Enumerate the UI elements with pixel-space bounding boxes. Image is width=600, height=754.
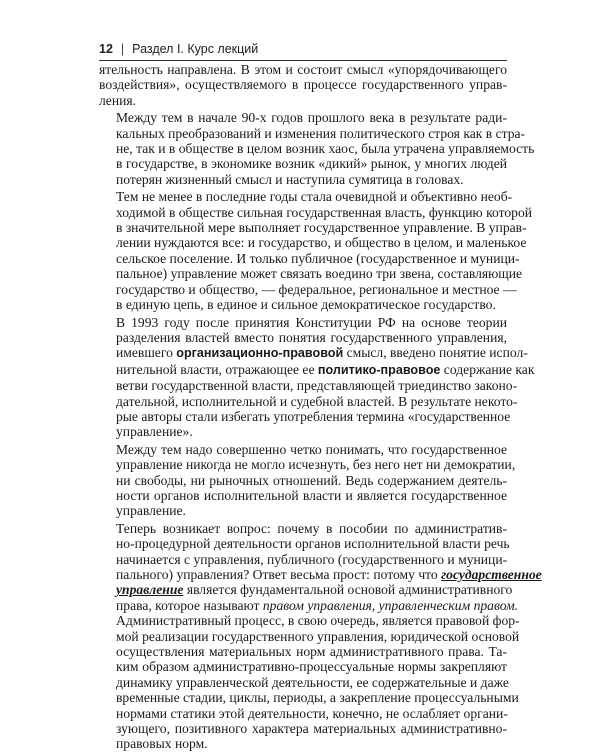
- text-run: права, которое называют: [116, 597, 263, 613]
- page-number: 12: [99, 42, 113, 56]
- text-line: управление никогда не могло исчезнуть, без него нет ни демократии,: [116, 457, 516, 473]
- text-line: начинается с управления, публичного (государственного и муници-: [116, 551, 508, 567]
- text-line: временные стадии, циклы, периоды, а закрепление процессуальными: [116, 690, 519, 706]
- text-line: ности органов исполнительной власти и является государственное: [116, 487, 507, 503]
- text-line: [99, 567, 542, 582]
- text-line: сельское поселение. И только публичное (государственное и муници-: [116, 250, 520, 266]
- text-line: в государстве, в экономике возник «дикий» рынок, у многих людей: [116, 156, 507, 172]
- text-line: ходимой в обществе сильная государственная власть, функцию которой: [116, 204, 533, 220]
- text-line: дательной, исполнительной и судебной властей. В результате некото-: [116, 393, 518, 409]
- text-run: содержание как: [440, 361, 535, 377]
- italic-term: правом управления, управленческим правом.: [262, 597, 519, 613]
- text-line: управление».: [116, 424, 193, 440]
- text-line: лении нуждаются все: и государство, и общество в целом, и маленькое: [116, 235, 527, 251]
- text-line: правовых норм.: [116, 736, 208, 752]
- text-line: пальное) управление может связать воедино три звена, составляющие: [116, 266, 523, 282]
- text-run: смысл, введено понятие испол-: [343, 345, 528, 361]
- text-run: нительной власти, отражающее ее: [116, 361, 318, 377]
- text-line: нормами статики этой деятельности, конечно, не ослабляет органи-: [116, 705, 508, 721]
- text-line: но-процедурной деятельности органов исполнительной власти речь: [116, 536, 510, 552]
- text-line: Теперь возникает вопрос: почему в пособии по административ-: [116, 520, 507, 536]
- text-line: ветви государственной власти, представляющей триединство законо-: [116, 378, 518, 394]
- text-line: разделения властей вместо понятия государственного управления,: [116, 329, 507, 345]
- text-line: [99, 597, 519, 613]
- section-title: Раздел I. Курс лекций: [132, 42, 259, 56]
- text-line: В 1993 году после принятия Конституции РФ на основе теории: [116, 314, 507, 330]
- text-line: рые авторы стали избегать употребления термина «государственное: [116, 408, 511, 424]
- paragraph-2: [99, 110, 535, 187]
- text-line: не, так и в обществе в целом возник хаос, была утрачена управляемость: [116, 141, 535, 157]
- bold-term: политико-правовое: [317, 362, 441, 377]
- paragraph-3: [99, 189, 533, 313]
- bold-term: организационно-правовой: [176, 346, 344, 361]
- paragraph-6: [99, 520, 542, 752]
- text-line: в значительной мере выполняет государственное управление. В управ-: [116, 220, 527, 236]
- text-line: управление.: [116, 503, 186, 519]
- text-line: государство и общество, — федеральное, региональное и местное —: [116, 281, 517, 297]
- paragraph-4: [99, 314, 535, 440]
- text-line: Между тем надо совершенно четко понимать, что государственное: [116, 441, 507, 457]
- text-line: осуществления материальных норм административного права. Та-: [116, 644, 507, 660]
- text-line: ни свободы, ни рыночных отношений. Ведь содержанием деятель-: [116, 472, 507, 488]
- text-line: [99, 345, 528, 361]
- text-line: Административный процесс, в свою очередь, является правовой фор-: [116, 613, 520, 629]
- text-line: потерян жизненный смысл и наступила сумятица в головах.: [116, 171, 464, 187]
- text-line: Тем не менее в последние годы стала очевидной и объективно необ-: [116, 189, 513, 205]
- text-line: кальных преобразований и изменения политического строя как в стра-: [116, 125, 526, 141]
- text-line: Между тем в начале 90-х годов прошлого века в результате ради-: [116, 110, 507, 126]
- text-line: зующего, позитивного характера материальных административно-: [116, 721, 507, 737]
- body-text: [99, 62, 542, 754]
- text-line: воздействия», осуществляемого в процессе государственного управ-: [99, 77, 507, 93]
- text-line: мой реализации государственного управления, юридической основой: [116, 628, 520, 644]
- text-line: ятельность направлена. В этом и состоит смысл «упорядочивающего: [99, 62, 507, 77]
- text-line: [99, 582, 513, 598]
- text-line: ким образом административно-процессуальные нормы закрепляют: [116, 659, 507, 675]
- text-run: имевшего: [116, 345, 177, 361]
- text-run: является фундаментальной основой административного: [183, 582, 513, 598]
- text-line: ления.: [99, 92, 137, 108]
- running-header: [99, 38, 507, 61]
- text-line: в единую цепь, в единое и сильное демократическое государство.: [116, 297, 496, 313]
- text-line: динамику управленческой деятельности, ее содержательные и даже: [116, 674, 509, 690]
- header-separator: |: [120, 42, 125, 56]
- paragraph-1: [99, 62, 507, 108]
- emphasis-term: государственное: [441, 567, 542, 582]
- text-line: [99, 361, 535, 378]
- emphasis-term: управление: [116, 582, 184, 598]
- paragraph-5: [99, 441, 516, 519]
- text-run: пального) управления? Ответ весьма прост: потому что: [116, 567, 442, 582]
